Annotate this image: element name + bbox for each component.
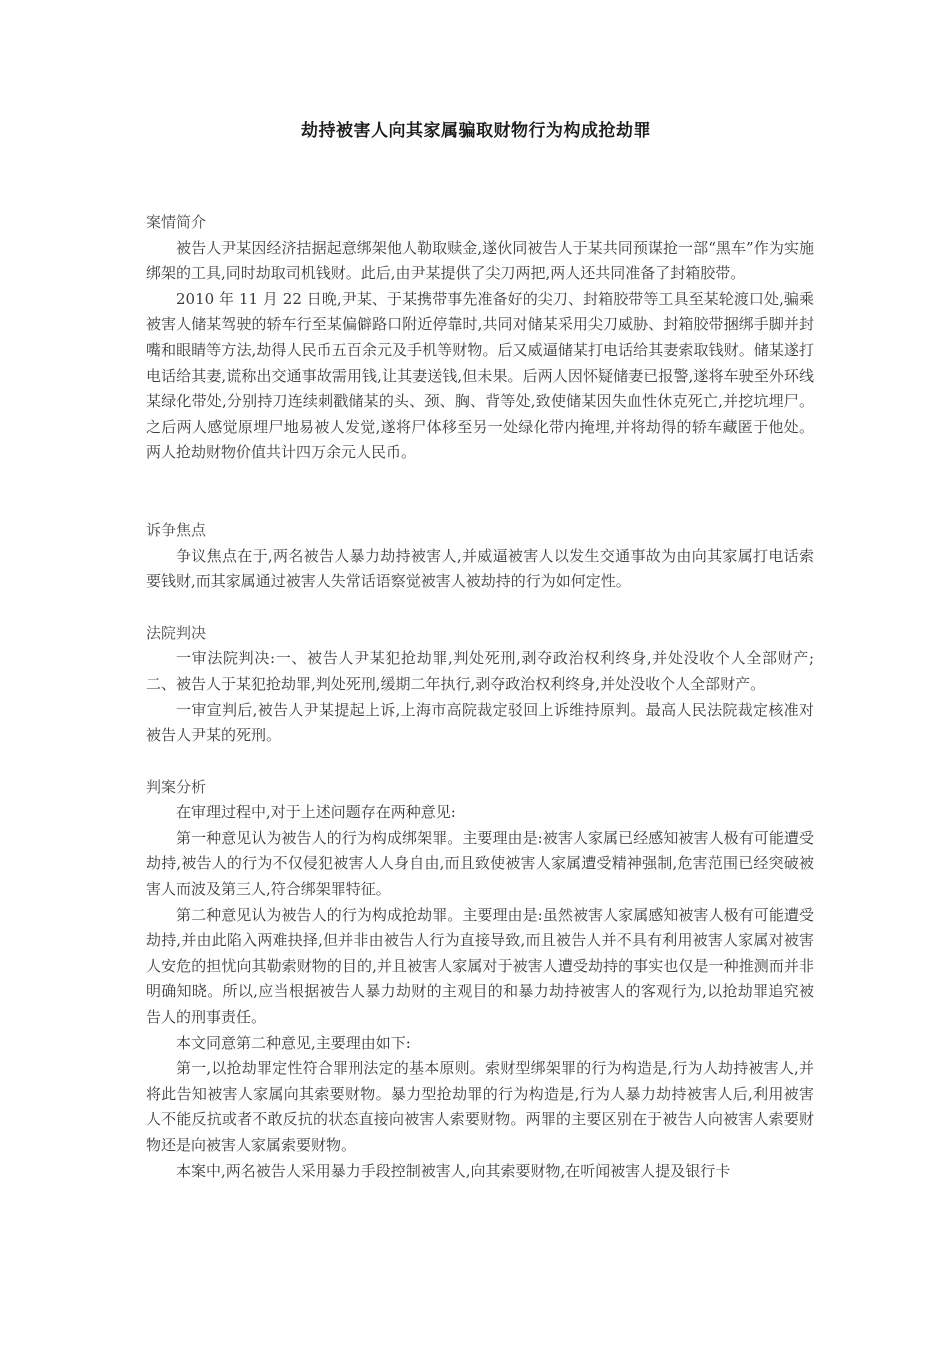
section-heading: 判案分析 — [146, 777, 207, 796]
paragraph: 本文同意第二种意见,主要理由如下: — [176, 1033, 411, 1052]
paragraph: 一审宣判后,被告人尹某提起上诉,上海市高院裁定驳回上诉维持原判。最高人民法院裁定核准对被告人尹某的死刑。 — [146, 700, 814, 745]
paragraph: 在审理过程中,对于上述问题存在两种意见: — [176, 803, 456, 822]
document-title: 劫持被害人向其家属骗取财物行为构成抢劫罪 — [301, 121, 651, 141]
paragraph: 一审法院判决:一、被告人尹某犯抢劫罪,判处死刑,剥夺政治权利终身,并处没收个人全部财产;二、被告人于某犯抢劫罪,判处死刑,缓期二年执行,剥夺政治权利终身,并处没收个人全部财产。 — [146, 649, 814, 693]
paragraph: 第一,以抢劫罪定性符合罪刑法定的基本原则。索财型绑架罪的行为构造是,行为人劫持被害人,并将此告知被害人家属向其索要财物。暴力型抢劫罪的行为构造是,行为人暴力劫持被害人后,利用被害人不能反抗或者不敢反抗的状态直接向被害人索要财物。两罪的主要区别在于被告人向被害人索要财物还是向被害人家属索要财物。 — [146, 1059, 814, 1154]
section-spacer — [146, 595, 814, 621]
section-court-judgment — [146, 621, 814, 749]
paragraph: 被告人尹某因经济拮据起意绑架他人勒取赎金,遂伙同被告人于某共同预谋抢一部“黑车”作为实施绑架的工具,同时劫取司机钱财。此后,由尹某提供了尖刀两把,两人还共同准备了封箱胶带。 — [146, 238, 814, 283]
section-heading: 案情简介 — [146, 213, 207, 231]
section-heading: 法院判决 — [146, 623, 207, 642]
section-spacer — [146, 749, 814, 775]
paragraph: 第一种意见认为被告人的行为构成绑架罪。主要理由是:被害人家属已经感知被害人极有可能遭受劫持,被告人的行为不仅侵犯被害人人身自由,而且致使被害人家属遭受精神强制,危害范围已经突破被害人而波及第三人,符合绑架罪特征。 — [146, 828, 814, 899]
section-case-analysis — [146, 775, 814, 1185]
paragraph: 2010 年 11 月 22 日晚,尹某、于某携带事先准备好的尖刀、封箱胶带等工具至某轮渡口处,骗乘被害人储某驾驶的轿车行至某偏僻路口附近停靠时,共同对储某采用尖刀威胁、封箱胶带捆绑手脚并封嘴和眼睛等方法,劫得人民币五百余元及手机等财物。后又威逼储某打电话给其妻索取钱财。储某遂打电话给其妻,谎称出交通事故需用钱,让其妻送钱,但未果。后两人因怀疑储妻已报警,遂将车驶至外环线某绿化带处,分别持刀连续刺戳储某的头、颈、胸、背等处,致使储某因失血性休克死亡,并挖坑埋尸。之后两人感觉原埋尸地易被人发觉,遂将尸体移至另一处绿化带内掩埋,并将劫得的轿车藏匿于他处。两人抢劫财物价值共计四万余元人民币。 — [146, 289, 814, 462]
paragraph: 本案中,两名被告人采用暴力手段控制被害人,向其索要财物,在听闻被害人提及银行卡 — [176, 1161, 731, 1180]
section-case-summary — [146, 210, 814, 466]
section-dispute-focus — [146, 518, 814, 595]
section-heading: 诉争焦点 — [146, 520, 207, 539]
paragraph: 争议焦点在于,两名被告人暴力劫持被害人,并威逼被害人以发生交通事故为由向其家属打电话索要钱财,而其家属通过被害人失常话语察觉被害人被劫持的行为如何定性。 — [146, 546, 814, 591]
section-spacer — [146, 466, 814, 518]
paragraph: 第二种意见认为被告人的行为构成抢劫罪。主要理由是:虽然被害人家属感知被害人极有可能遭受劫持,并由此陷入两难抉择,但并非由被告人行为直接导致,而且被告人并不具有利用被害人家属对被害人安危的担忧向其勒索财物的目的,并且被害人家属对于被害人遭受劫持的事实也仅是一种推测而并非明确知晓。所以,应当根据被告人暴力劫财的主观目的和暴力劫持被害人的客观行为,以抢劫罪追究被告人的刑事责任。 — [146, 905, 814, 1027]
document-body — [146, 210, 814, 1184]
